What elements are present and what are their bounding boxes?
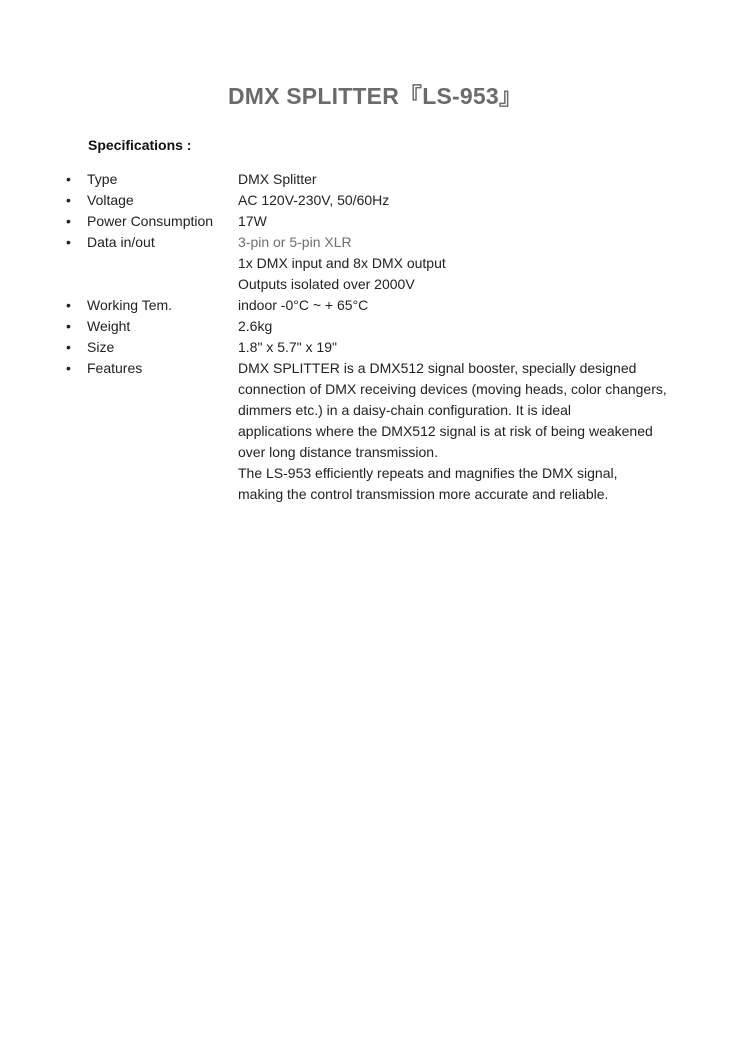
spec-value: over long distance transmission. — [238, 444, 438, 460]
spec-value: indoor -0°C ~ + 65°C — [238, 297, 369, 313]
spec-row — [0, 190, 750, 211]
bullet-icon: • — [66, 213, 71, 229]
page-title: DMX SPLITTER『LS-953』 — [227, 83, 523, 109]
bullet-icon: • — [66, 318, 71, 334]
spec-row — [0, 358, 750, 505]
spec-value: applications where the DMX512 signal is at risk of being weakened — [238, 423, 653, 439]
spec-row — [0, 232, 750, 295]
spec-values — [238, 337, 708, 358]
section-heading: Specifications : — [88, 137, 192, 153]
spec-value: connection of DMX receiving devices (moving heads, color changers, — [238, 381, 667, 397]
spec-label: Type — [87, 171, 118, 187]
spec-value: DMX Splitter — [238, 171, 317, 187]
spec-label: Weight — [87, 318, 131, 334]
spec-values — [238, 358, 708, 505]
spec-row — [0, 295, 750, 316]
spec-row — [0, 337, 750, 358]
spec-label: Size — [87, 339, 115, 355]
spec-row — [0, 211, 750, 232]
bullet-icon: • — [66, 339, 71, 355]
bullet-icon: • — [66, 234, 71, 250]
spec-value: Outputs isolated over 2000V — [238, 276, 415, 292]
bullet-icon: • — [66, 171, 71, 187]
spec-values — [238, 232, 708, 295]
bullet-icon: • — [66, 297, 71, 313]
spec-label: Voltage — [87, 192, 134, 208]
spec-values — [238, 190, 708, 211]
bullet-icon: • — [66, 192, 71, 208]
bullet-icon: • — [66, 360, 71, 376]
spec-value: 1.8" x 5.7" x 19" — [238, 339, 337, 355]
spec-list — [0, 169, 750, 505]
spec-value: making the control transmission more accurate and reliable. — [238, 486, 609, 502]
spec-value: 3-pin or 5-pin XLR — [238, 234, 352, 250]
spec-value: 17W — [238, 213, 267, 229]
spec-value: The LS-953 efficiently repeats and magnifies the DMX signal, — [238, 465, 618, 481]
spec-value: 1x DMX input and 8x DMX output — [238, 255, 446, 271]
spec-label: Power Consumption — [87, 213, 214, 229]
spec-values — [238, 211, 708, 232]
spec-values — [238, 316, 708, 337]
spec-label: Data in/out — [87, 234, 155, 250]
spec-values — [238, 295, 708, 316]
spec-row — [0, 169, 750, 190]
spec-value: 2.6kg — [238, 318, 273, 334]
spec-value: dimmers etc.) in a daisy-chain configuration. It is ideal — [238, 402, 572, 418]
spec-value: DMX SPLITTER is a DMX512 signal booster, specially designed — [238, 360, 637, 376]
spec-label: Working Tem. — [87, 297, 173, 313]
spec-row — [0, 316, 750, 337]
spec-value: AC 120V-230V, 50/60Hz — [238, 192, 390, 208]
spec-values — [238, 169, 708, 190]
spec-label: Features — [87, 360, 143, 376]
